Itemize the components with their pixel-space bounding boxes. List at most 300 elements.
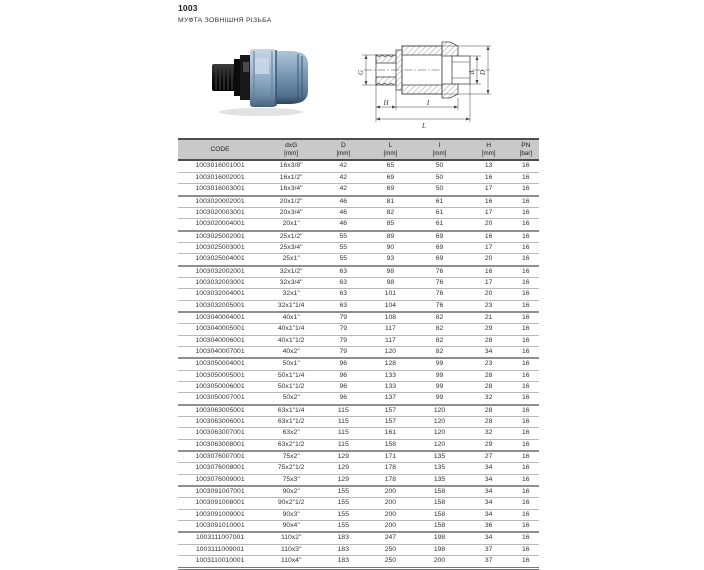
cell-d: 155 xyxy=(320,509,366,520)
table-row xyxy=(178,207,539,218)
table-row xyxy=(178,521,539,533)
cell-d: 96 xyxy=(320,370,366,381)
dim-label-G: G xyxy=(357,69,365,76)
cell-l: 178 xyxy=(366,463,414,474)
cell-l: 93 xyxy=(366,254,414,266)
column-label: L xyxy=(388,142,393,149)
cell-l: 81 xyxy=(366,196,414,208)
nut-highlight xyxy=(255,58,269,74)
cell-pn: 16 xyxy=(513,451,539,463)
cell-d: 79 xyxy=(320,324,366,335)
cell-dxg: 16x1/2" xyxy=(262,172,320,183)
table-row xyxy=(178,544,539,555)
cell-l: 90 xyxy=(366,242,414,253)
cell-code: 1003025004001 xyxy=(178,254,262,266)
cell-code: 1003016001001 xyxy=(195,162,245,170)
cell-l: 250 xyxy=(366,556,414,568)
cell-i: 158 xyxy=(414,486,464,498)
cell-code: 1003050007001 xyxy=(178,393,262,405)
cell-code: 1003111009001 xyxy=(178,544,262,555)
collar-highlight xyxy=(243,62,249,72)
cell-pn: 16 xyxy=(513,289,539,300)
cell-code: 1003050006001 xyxy=(178,382,262,393)
cell-dxg: 32x1"1/4 xyxy=(262,300,320,312)
cell-code: 1003050004001 xyxy=(178,358,262,370)
dimension-diagram xyxy=(344,26,550,139)
cell-pn: 16 xyxy=(513,184,539,196)
cell-l: 89 xyxy=(366,231,414,243)
cell-dxg: 63x1"1/2 xyxy=(262,417,320,428)
table-row xyxy=(178,335,539,346)
dim-label-L: L xyxy=(422,122,426,130)
fitting-photo-illustration xyxy=(206,36,314,120)
table-row xyxy=(178,254,539,266)
cell-l: 250 xyxy=(366,544,414,555)
cell-code: 1003091008001 xyxy=(178,498,262,509)
cell-l: 128 xyxy=(366,358,414,370)
table-row xyxy=(178,498,539,509)
cell-dxg: 90x3" xyxy=(262,509,320,520)
cell-code: 1003111007001 xyxy=(178,532,262,544)
cell-l: 137 xyxy=(366,393,414,405)
table-row xyxy=(178,451,539,463)
cell-i: 50 xyxy=(414,172,464,183)
cell-dxg: 40x2" xyxy=(262,346,320,358)
table-row xyxy=(178,382,539,393)
cell-h: 23 xyxy=(465,358,513,370)
product-title: МУФТА ЗОВНІШНЯ РІЗЬБА xyxy=(178,17,272,24)
cell-code: 1003063005001 xyxy=(178,405,262,417)
cell-pn: 16 xyxy=(513,417,539,428)
cell-i: 69 xyxy=(414,254,464,266)
cell-h: 34 xyxy=(465,463,513,474)
cell-d: 42 xyxy=(320,184,366,196)
cell-h: 28 xyxy=(465,382,513,393)
cell-code: 1003050005001 xyxy=(178,370,262,381)
table-row xyxy=(178,370,539,381)
cell-h: 36 xyxy=(465,521,513,533)
cell-l: 120 xyxy=(366,346,414,358)
column-unit: [mm] xyxy=(432,150,447,158)
cell-h: 28 xyxy=(465,335,513,346)
cell-pn: 16 xyxy=(513,254,539,266)
cell-pn: 16 xyxy=(513,521,539,533)
cell-d: 55 xyxy=(320,242,366,253)
column-unit: [mm] xyxy=(481,150,496,158)
cell-l: 158 xyxy=(366,439,414,451)
cell-d: 63 xyxy=(320,300,366,312)
cell-pn: 16 xyxy=(513,219,539,231)
spec-table xyxy=(178,138,539,570)
cell-h: 34 xyxy=(465,474,513,486)
column-unit: [mm] xyxy=(336,150,351,158)
cell-dxg: 16x3/8" xyxy=(279,162,303,170)
column-header-dxg xyxy=(262,139,320,160)
cell-pn: 16 xyxy=(513,474,539,486)
table-row xyxy=(178,532,539,544)
cell-code: 1003091010001 xyxy=(178,521,262,533)
column-label: I xyxy=(438,142,441,149)
cell-i: 99 xyxy=(414,370,464,381)
cell-pn: 16 xyxy=(513,498,539,509)
cell-i: 50 xyxy=(435,162,444,170)
cell-h: 13 xyxy=(484,162,493,170)
cell-i: 50 xyxy=(414,184,464,196)
table-row xyxy=(178,312,539,324)
cell-h: 34 xyxy=(465,346,513,358)
table-row xyxy=(178,231,539,243)
column-label: CODE xyxy=(210,145,230,153)
cell-dxg: 40x1" xyxy=(262,312,320,324)
cell-code: 1003025003001 xyxy=(178,242,262,253)
cell-l: 98 xyxy=(366,277,414,288)
dim-label-H: H xyxy=(383,99,389,107)
table-row xyxy=(178,405,539,417)
cell-l: 69 xyxy=(366,184,414,196)
cell-pn: 16 xyxy=(513,346,539,358)
cell-h: 21 xyxy=(465,312,513,324)
cell-h: 23 xyxy=(465,300,513,312)
product-code-heading: 1003 xyxy=(178,3,198,13)
table-row xyxy=(178,324,539,335)
cell-d: 79 xyxy=(320,312,366,324)
cell-code: 1003091009001 xyxy=(178,509,262,520)
cell-i: 120 xyxy=(414,405,464,417)
cell-i: 135 xyxy=(414,474,464,486)
cell-h: 20 xyxy=(465,219,513,231)
cell-code: 1003025002001 xyxy=(178,231,262,243)
technical-drawing xyxy=(344,26,550,139)
cell-i: 82 xyxy=(414,324,464,335)
cell-h: 17 xyxy=(465,207,513,218)
cell-i: 99 xyxy=(414,393,464,405)
cell-i: 69 xyxy=(414,242,464,253)
table-row xyxy=(178,242,539,253)
cell-pn: 16 xyxy=(513,370,539,381)
table-row xyxy=(178,556,539,568)
cell-l: 178 xyxy=(366,474,414,486)
column-label: dxG xyxy=(285,142,298,149)
cell-code: 1003076008001 xyxy=(178,463,262,474)
cell-pn: 16 xyxy=(513,207,539,218)
cell-dxg: 40x1"1/4 xyxy=(262,324,320,335)
cell-dxg: 110x4" xyxy=(262,556,320,568)
cell-d: 115 xyxy=(320,417,366,428)
table-row xyxy=(178,439,539,451)
cell-d: 63 xyxy=(320,266,366,278)
cell-d: 79 xyxy=(320,335,366,346)
cell-d: 115 xyxy=(320,428,366,439)
cell-pn: 16 xyxy=(513,486,539,498)
cell-code: 1003040007001 xyxy=(178,346,262,358)
cell-dxg: 75x2"1/2 xyxy=(262,463,320,474)
cell-l: 82 xyxy=(366,207,414,218)
cell-h: 34 xyxy=(465,532,513,544)
cell-dxg: 25x1" xyxy=(262,254,320,266)
cell-h: 37 xyxy=(465,556,513,568)
cell-pn: 16 xyxy=(513,277,539,288)
dim-label-I: I xyxy=(426,99,430,107)
cell-i: 61 xyxy=(414,207,464,218)
cell-code: 1003020004001 xyxy=(178,219,262,231)
cell-l: 157 xyxy=(366,405,414,417)
cell-d: 115 xyxy=(320,405,366,417)
table-row xyxy=(178,300,539,312)
cell-i: 120 xyxy=(414,428,464,439)
dim-label-D: D xyxy=(479,69,487,76)
cell-l: 171 xyxy=(366,451,414,463)
table-row xyxy=(178,474,539,486)
cell-h: 29 xyxy=(465,324,513,335)
cell-i: 76 xyxy=(414,266,464,278)
cell-d: 79 xyxy=(320,346,366,358)
cell-d: 55 xyxy=(320,254,366,266)
table-row xyxy=(178,196,539,208)
cell-h: 16 xyxy=(465,266,513,278)
cell-l: 69 xyxy=(366,172,414,183)
cell-dxg: 20x1" xyxy=(262,219,320,231)
cell-i: 99 xyxy=(414,358,464,370)
cell-dxg: 50x1"1/2 xyxy=(262,382,320,393)
cell-dxg: 90x4" xyxy=(262,521,320,533)
column-label: H xyxy=(486,142,491,149)
cell-d: 96 xyxy=(320,358,366,370)
cell-l: 200 xyxy=(366,486,414,498)
cell-d: 129 xyxy=(320,451,366,463)
cell-l: 200 xyxy=(366,509,414,520)
cell-h: 32 xyxy=(465,428,513,439)
column-header-d xyxy=(320,139,366,160)
spec-table-header xyxy=(178,139,539,160)
cell-code: 1003063008001 xyxy=(178,439,262,451)
cell-d: 46 xyxy=(320,219,366,231)
cell-pn: 16 xyxy=(513,382,539,393)
column-header-pn xyxy=(513,139,539,160)
table-row xyxy=(178,463,539,474)
table-row xyxy=(178,160,539,172)
cell-h: 16 xyxy=(465,231,513,243)
cell-dxg: 20x3/4" xyxy=(262,207,320,218)
cell-d: 115 xyxy=(320,439,366,451)
cell-i: 76 xyxy=(414,300,464,312)
table-row xyxy=(178,346,539,358)
cell-d: 96 xyxy=(320,382,366,393)
cell-h: 28 xyxy=(465,417,513,428)
cell-i: 82 xyxy=(414,335,464,346)
product-photo xyxy=(206,36,314,120)
cell-code: 1003016003001 xyxy=(178,184,262,196)
cell-l: 108 xyxy=(366,312,414,324)
cell-d: 155 xyxy=(320,498,366,509)
cell-h: 17 xyxy=(465,277,513,288)
table-row xyxy=(178,289,539,300)
cell-l: 101 xyxy=(366,289,414,300)
cell-l: 117 xyxy=(366,324,414,335)
cell-d: 63 xyxy=(320,289,366,300)
cell-l: 65 xyxy=(386,162,395,170)
cell-d: 63 xyxy=(320,277,366,288)
cell-h: 34 xyxy=(465,486,513,498)
cell-pn: 16 xyxy=(513,405,539,417)
cell-dxg: 32x1/2" xyxy=(262,266,320,278)
column-header-h xyxy=(465,139,513,160)
cell-h: 32 xyxy=(465,393,513,405)
cell-dxg: 50x1"1/4 xyxy=(262,370,320,381)
cell-l: 85 xyxy=(366,219,414,231)
column-label: PN xyxy=(521,142,531,149)
cell-dxg: 20x1/2" xyxy=(262,196,320,208)
cell-dxg: 110x2" xyxy=(262,532,320,544)
cell-dxg: 50x1" xyxy=(262,358,320,370)
cell-dxg: 40x1"1/2 xyxy=(262,335,320,346)
cell-code: 1003076009001 xyxy=(178,474,262,486)
cell-dxg: 90x2"1/2 xyxy=(262,498,320,509)
cell-l: 104 xyxy=(366,300,414,312)
cell-pn: 16 xyxy=(513,532,539,544)
cell-dxg: 75x3" xyxy=(262,474,320,486)
cell-d: 46 xyxy=(320,196,366,208)
cell-pn: 16 xyxy=(513,509,539,520)
cell-i: 200 xyxy=(414,556,464,568)
cell-dxg: 16x3/4" xyxy=(262,184,320,196)
column-header-l xyxy=(366,139,414,160)
cell-i: 99 xyxy=(414,382,464,393)
cell-h: 20 xyxy=(465,289,513,300)
cell-dxg: 25x1/2" xyxy=(262,231,320,243)
cell-code: 1003040004001 xyxy=(178,312,262,324)
cell-pn: 16 xyxy=(522,162,530,170)
column-header-code xyxy=(178,139,262,160)
cell-d: 183 xyxy=(320,556,366,568)
cell-pn: 16 xyxy=(513,439,539,451)
cell-dxg: 110x3" xyxy=(262,544,320,555)
column-unit: [mm] xyxy=(284,150,299,158)
cell-h: 16 xyxy=(465,172,513,183)
cell-dxg: 50x2" xyxy=(262,393,320,405)
table-row xyxy=(178,417,539,428)
table-row xyxy=(178,428,539,439)
cell-i: 198 xyxy=(414,532,464,544)
cell-d: 46 xyxy=(320,207,366,218)
table-row xyxy=(178,486,539,498)
cell-pn: 16 xyxy=(513,324,539,335)
cell-code: 1003110010001 xyxy=(178,556,262,568)
cell-dxg: 32x1" xyxy=(262,289,320,300)
table-row xyxy=(178,266,539,278)
cell-h: 28 xyxy=(465,405,513,417)
cell-h: 34 xyxy=(465,509,513,520)
column-unit: [bar] xyxy=(519,150,532,158)
cell-i: 61 xyxy=(414,219,464,231)
cell-pn: 16 xyxy=(513,196,539,208)
body-wall-top xyxy=(402,46,442,55)
cell-dxg: 63x2"1/2 xyxy=(262,439,320,451)
cell-d: 155 xyxy=(320,521,366,533)
cell-code: 1003032005001 xyxy=(178,300,262,312)
cell-code: 1003040006001 xyxy=(178,335,262,346)
column-header-i xyxy=(414,139,464,160)
cell-code: 1003020002001 xyxy=(178,196,262,208)
cell-code: 1003040005001 xyxy=(178,324,262,335)
cell-i: 158 xyxy=(414,509,464,520)
table-row xyxy=(178,358,539,370)
table-row xyxy=(178,172,539,183)
cell-d: 155 xyxy=(320,486,366,498)
cell-h: 34 xyxy=(465,498,513,509)
cell-i: 198 xyxy=(414,544,464,555)
cell-h: 17 xyxy=(465,184,513,196)
cell-i: 82 xyxy=(414,312,464,324)
cell-i: 82 xyxy=(414,346,464,358)
cell-code: 1003063007001 xyxy=(178,428,262,439)
table-row xyxy=(178,184,539,196)
cell-i: 76 xyxy=(414,277,464,288)
cell-pn: 16 xyxy=(513,428,539,439)
cell-dxg: 63x1"1/4 xyxy=(262,405,320,417)
cell-dxg: 90x2" xyxy=(262,486,320,498)
cell-pn: 16 xyxy=(513,556,539,568)
cell-i: 120 xyxy=(414,439,464,451)
table-row xyxy=(178,277,539,288)
cell-code: 1003091007001 xyxy=(178,486,262,498)
cell-pn: 16 xyxy=(513,231,539,243)
cell-code: 1003020003001 xyxy=(178,207,262,218)
cell-pn: 16 xyxy=(513,544,539,555)
cell-l: 247 xyxy=(366,532,414,544)
cell-dxg: 32x3/4" xyxy=(262,277,320,288)
cell-h: 28 xyxy=(465,370,513,381)
cell-pn: 16 xyxy=(513,172,539,183)
cell-dxg: 75x2" xyxy=(262,451,320,463)
cell-i: 158 xyxy=(414,521,464,533)
table-row xyxy=(178,219,539,231)
cell-dxg: 63x2" xyxy=(262,428,320,439)
photo-shadow xyxy=(219,108,303,116)
cell-l: 161 xyxy=(366,428,414,439)
column-label: D xyxy=(340,142,346,149)
cell-i: 158 xyxy=(414,498,464,509)
cell-h: 29 xyxy=(465,439,513,451)
cell-h: 20 xyxy=(465,254,513,266)
cell-code: 1003032003001 xyxy=(178,277,262,288)
cell-i: 76 xyxy=(414,289,464,300)
cell-code: 1003032004001 xyxy=(178,289,262,300)
flange-section xyxy=(396,50,402,90)
cell-l: 157 xyxy=(366,417,414,428)
body-wall-bottom xyxy=(402,85,442,94)
cell-d: 42 xyxy=(339,162,348,170)
cell-l: 133 xyxy=(366,382,414,393)
cell-h: 37 xyxy=(465,544,513,555)
cell-code: 1003016002001 xyxy=(178,172,262,183)
cell-pn: 16 xyxy=(513,358,539,370)
cell-pn: 16 xyxy=(513,300,539,312)
cell-d: 96 xyxy=(320,393,366,405)
column-unit: [mm] xyxy=(383,150,398,158)
cell-pn: 16 xyxy=(513,463,539,474)
table-row xyxy=(178,393,539,405)
cell-code: 1003032002001 xyxy=(178,266,262,278)
cell-l: 117 xyxy=(366,335,414,346)
cell-i: 61 xyxy=(414,196,464,208)
cell-pn: 16 xyxy=(513,242,539,253)
cell-i: 69 xyxy=(414,231,464,243)
cell-d: 183 xyxy=(320,532,366,544)
cell-d: 183 xyxy=(320,544,366,555)
cell-l: 200 xyxy=(366,498,414,509)
cell-code: 1003076007001 xyxy=(178,451,262,463)
cell-l: 133 xyxy=(366,370,414,381)
